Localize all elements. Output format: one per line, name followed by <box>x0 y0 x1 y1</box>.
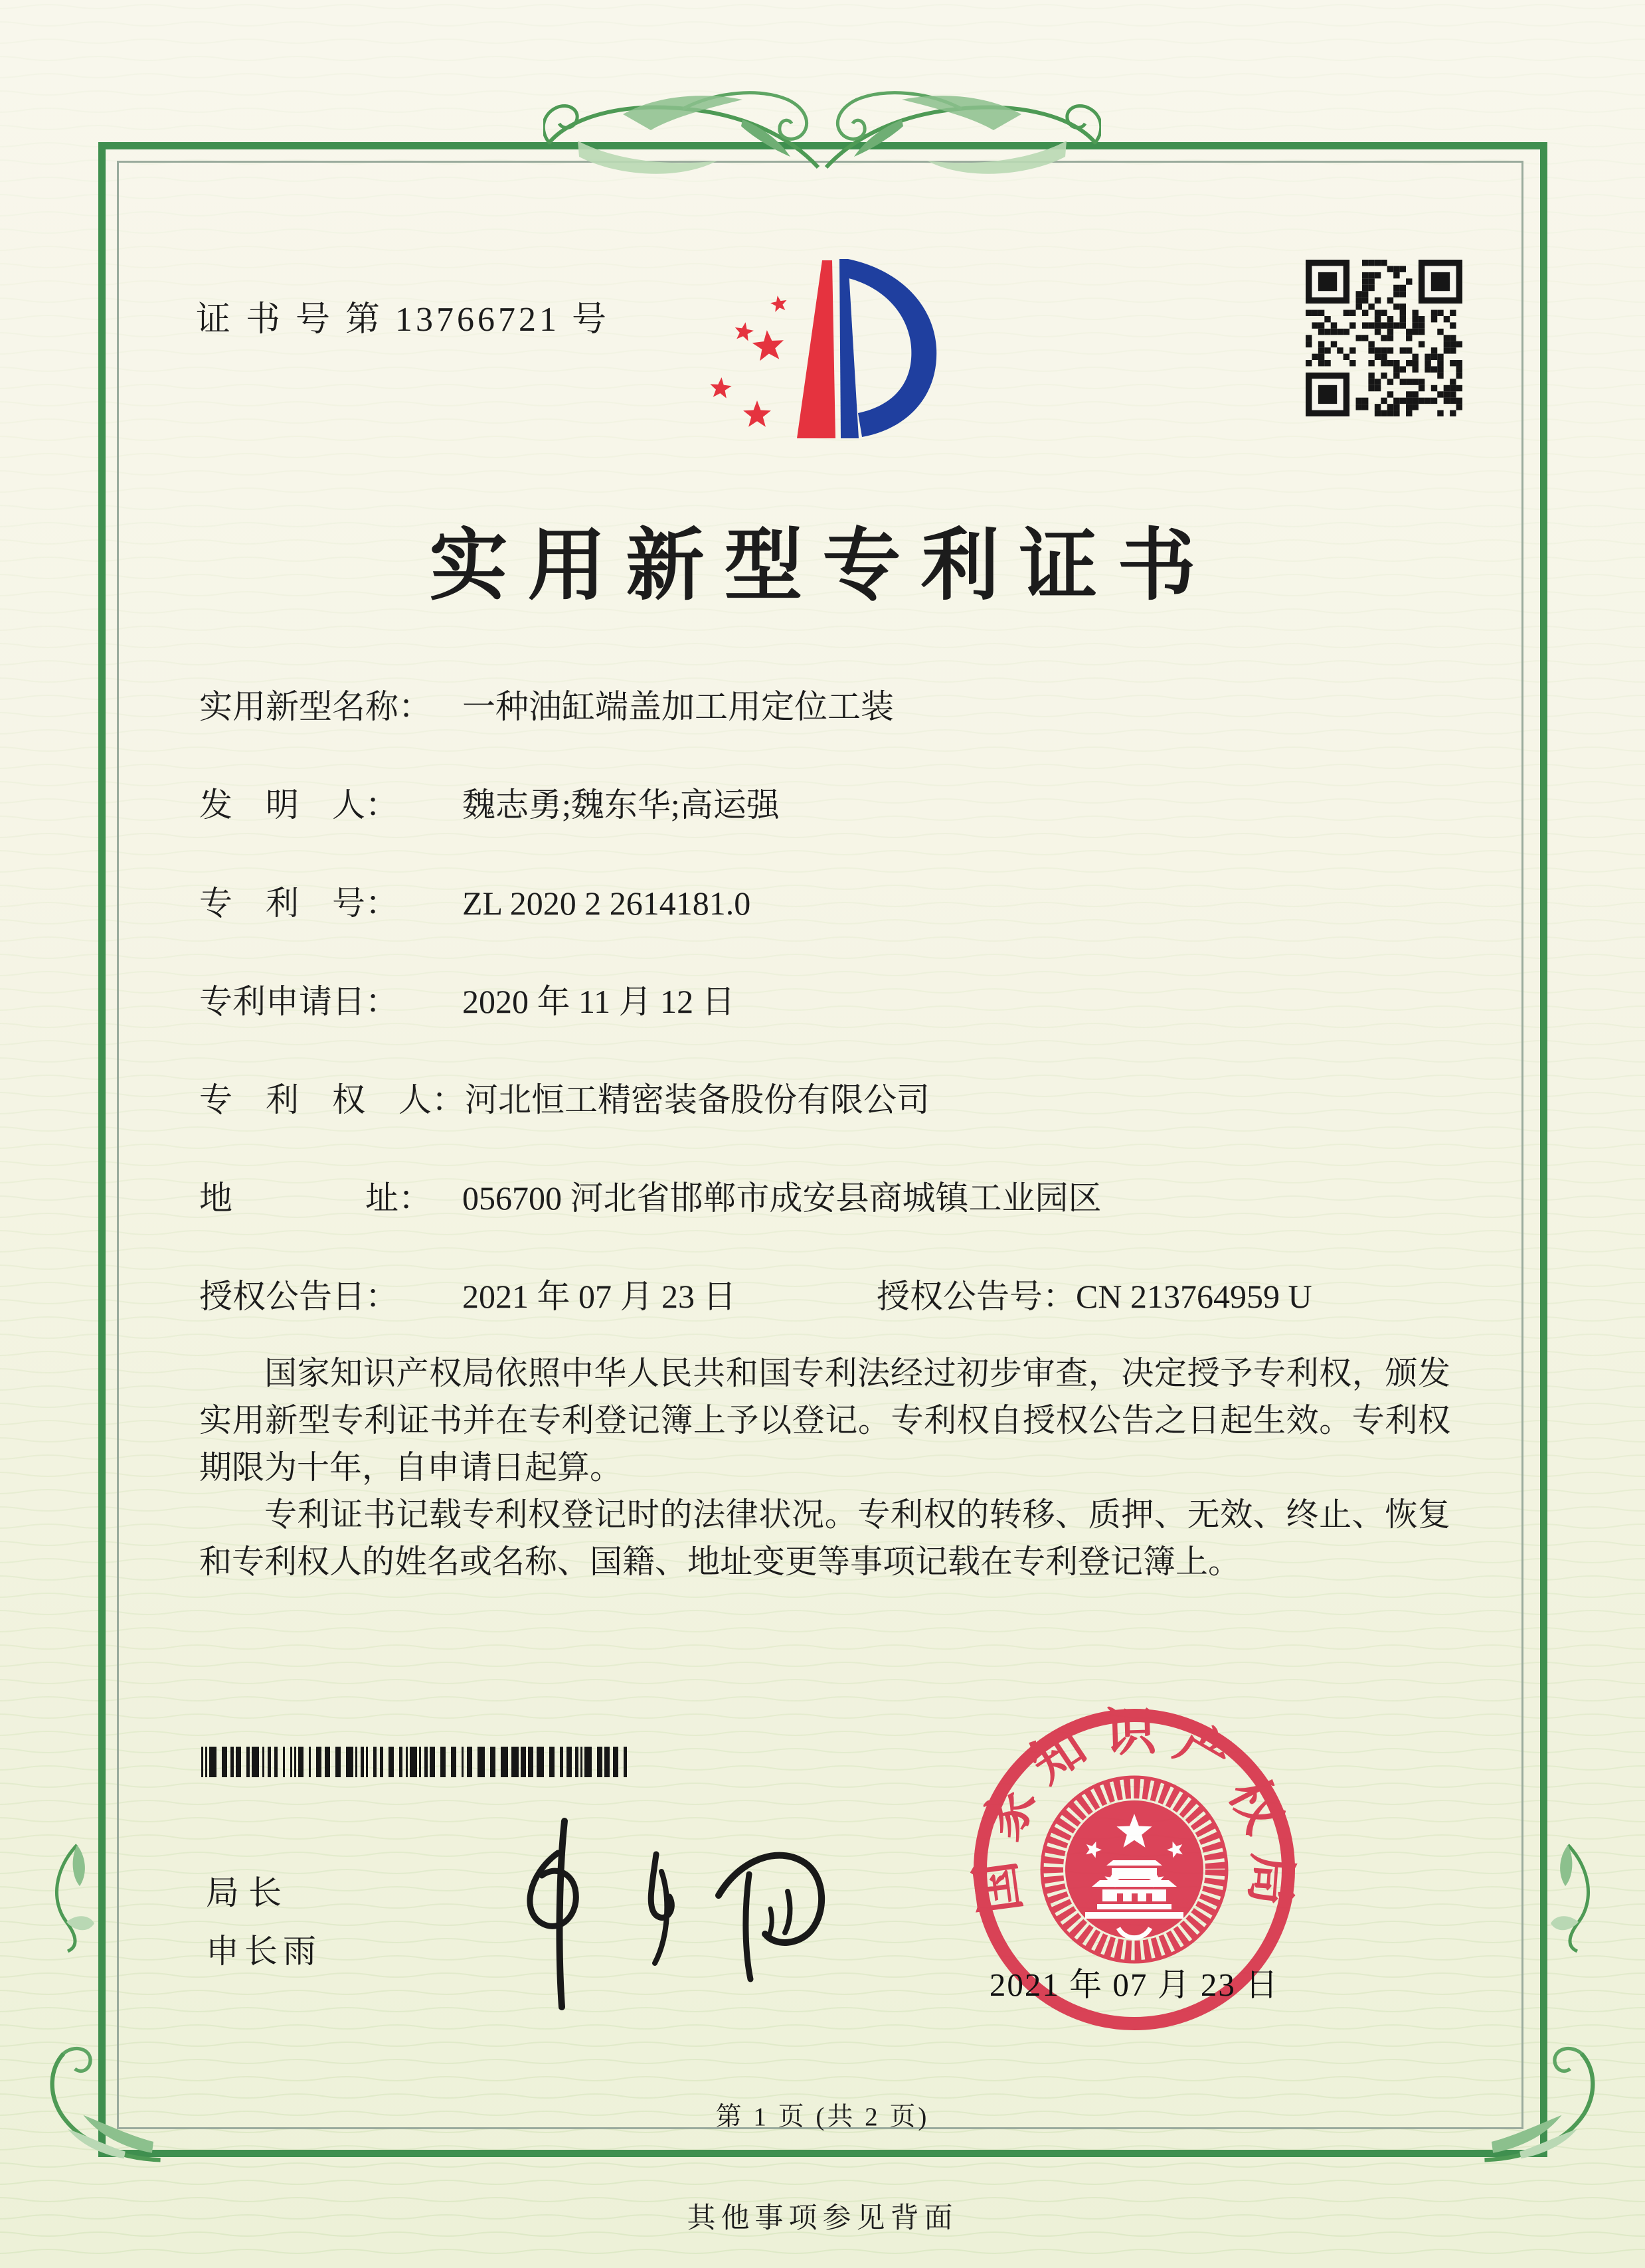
field-value: ZL 2020 2 2614181.0 <box>462 885 751 922</box>
field-label: 实用新型名称： <box>199 688 432 725</box>
barcode <box>201 1747 637 1777</box>
qr-code <box>1306 260 1462 416</box>
director-signature <box>458 1810 830 2016</box>
field-value: 一种油缸端盖加工用定位工装 <box>462 688 894 725</box>
field-row-grant-number <box>877 1275 1312 1318</box>
field-row-patentee <box>199 1079 930 1121</box>
director-name: 申长雨 <box>206 1933 321 1970</box>
field-row-inventors <box>199 784 780 826</box>
field-label: 发 明 人： <box>199 786 398 824</box>
legal-body <box>199 1350 1450 1585</box>
back-note: 其他事项参见背面 <box>687 2203 958 2234</box>
field-value: 2020 年 11 月 12 日 <box>462 983 735 1020</box>
field-row-grant-date <box>199 1275 736 1318</box>
seal-date: 2021 年 07 月 23 日 <box>989 1966 1280 2003</box>
field-row-filing-date <box>199 980 735 1023</box>
top-center-ornament <box>543 80 1101 206</box>
right-edge-ornament <box>1541 1840 1608 1953</box>
field-row-address <box>199 1177 1102 1219</box>
director-title: 局长 <box>206 1874 291 1911</box>
left-edge-ornament <box>37 1840 104 1953</box>
logo-blue-sliver-icon <box>839 259 859 438</box>
field-label: 专 利 号： <box>199 885 398 922</box>
field-value: CN 213764959 U <box>1076 1278 1312 1315</box>
page-indicator: 第 1 页 (共 2 页) <box>715 2103 930 2131</box>
field-label: 专利申请日： <box>199 983 398 1020</box>
logo-p-bowl-icon <box>846 259 936 437</box>
field-value: 魏志勇;魏东华;高运强 <box>462 786 780 824</box>
field-value: 2021 年 07 月 23 日 <box>462 1278 736 1315</box>
legal-paragraph-1: 国家知识产权局依照中华人民共和国专利法经过初步审查，决定授予专利权，颁发实用新型专利证书并在专利登记簿上予以登记。专利权自授权公告之日起生效。专利权期限为十年，自申请日起算。 <box>199 1355 1450 1486</box>
field-label: 专 利 权 人： <box>199 1081 465 1118</box>
field-value: 056700 河北省邯郸市成安县商城镇工业园区 <box>462 1179 1102 1217</box>
logo-red-wedge-icon <box>797 260 835 438</box>
field-label: 地 址： <box>199 1179 432 1217</box>
certificate-number: 证 书 号 第 13766721 号 <box>196 301 610 339</box>
cnipa-logo-icon <box>699 247 958 453</box>
field-row-name <box>199 685 894 728</box>
field-value: 河北恒工精密装备股份有限公司 <box>465 1081 930 1118</box>
field-label: 授权公告日： <box>199 1278 398 1315</box>
national-emblem-icon <box>1042 1777 1227 1962</box>
seal-text: 国家知识产权局 <box>966 1702 1302 1917</box>
field-label: 授权公告号： <box>877 1278 1076 1315</box>
logo-stars-icon <box>710 296 786 427</box>
certificate-title: 实用新型专利证书 <box>429 523 1216 610</box>
legal-paragraph-2: 专利证书记载专利权登记时的法律状况。专利权的转移、质押、无效、终止、恢复和专利权人的姓名或名称、国籍、地址变更等事项记载在专利登记簿上。 <box>199 1496 1450 1580</box>
field-row-patent-number <box>199 882 750 924</box>
